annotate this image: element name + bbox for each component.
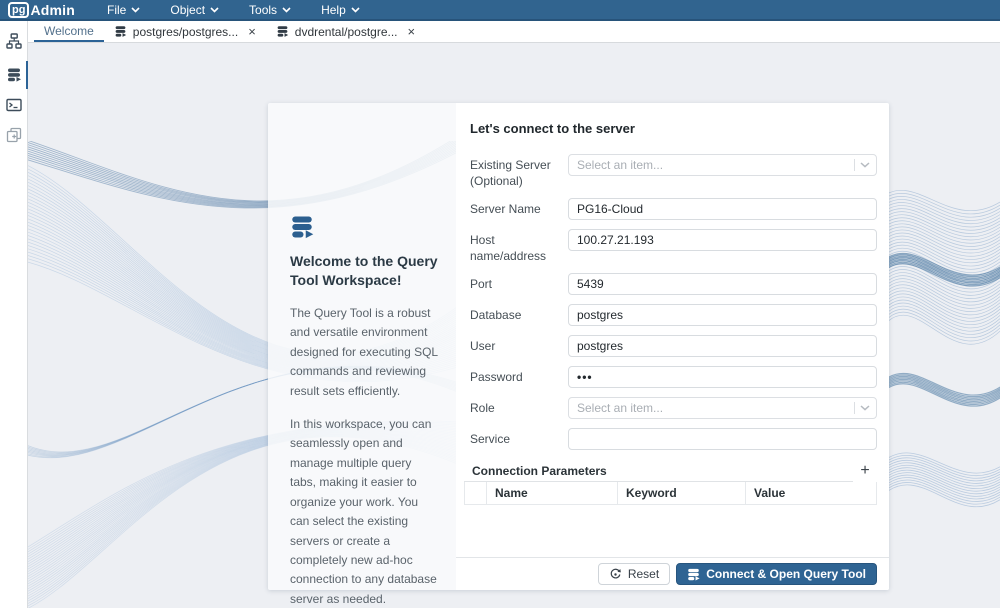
chevron-down-icon[interactable] <box>860 162 870 168</box>
menu-object-label: Object <box>170 2 206 17</box>
connection-card <box>268 103 889 606</box>
connection-parameters-table-header <box>464 482 877 505</box>
database-icon <box>114 25 127 38</box>
service-input[interactable] <box>568 428 877 450</box>
tab-bar <box>28 21 1000 43</box>
password-input[interactable] <box>568 366 877 388</box>
host-input[interactable] <box>568 229 877 251</box>
sidebar-item-object-explorer[interactable] <box>1 28 27 54</box>
server-name-label: Server Name <box>470 202 541 217</box>
form-heading: Let's connect to the server <box>470 121 635 136</box>
logo-pg-badge: pg <box>8 2 29 18</box>
field-row-existing-server <box>470 154 877 189</box>
host-label: Host name/address <box>470 233 547 263</box>
parameter-row-handle-column <box>465 482 487 504</box>
chevron-down-icon <box>282 7 291 13</box>
field-row-database <box>470 304 877 326</box>
reset-button[interactable] <box>598 563 670 585</box>
workspace-main <box>28 43 1000 608</box>
field-row-host <box>470 229 877 264</box>
service-label: Service <box>470 432 511 447</box>
object-explorer-icon <box>6 33 22 49</box>
close-icon[interactable]: × <box>248 24 256 39</box>
role-select[interactable] <box>568 397 877 419</box>
chevron-down-icon <box>351 7 360 13</box>
menu-tools[interactable] <box>249 3 291 17</box>
add-parameter-button[interactable]: + <box>860 462 870 480</box>
menu-tools-label: Tools <box>249 2 278 17</box>
welcome-paragraph-2: In this workspace, you can seamlessly open and manage multiple query tabs, making it easier to organize your work. You can select the existing servers or create a completely new ad-hoc connection to any database server as needed. <box>290 416 437 606</box>
connection-parameters-section <box>464 460 877 505</box>
decorative-waves-right <box>887 168 1000 608</box>
column-header-keyword: Keyword <box>618 482 746 504</box>
tab-dvdrental-postgres[interactable] <box>266 21 425 42</box>
select-placeholder: Select an item... <box>577 158 664 172</box>
logo-admin-text: Admin <box>30 1 76 18</box>
database-label: Database <box>470 308 522 323</box>
psql-terminal-icon <box>6 97 22 113</box>
sidebar-item-psql-workspace[interactable] <box>1 92 27 118</box>
column-header-value: Value <box>754 486 786 501</box>
database-input[interactable] <box>568 304 877 326</box>
active-workspace-indicator <box>26 61 28 89</box>
tab-welcome[interactable] <box>34 21 104 42</box>
tab-postgres-label: postgres/postgres... <box>132 24 239 39</box>
field-row-password <box>470 366 877 388</box>
select-placeholder: Select an item... <box>577 401 664 416</box>
tab-postgres-postgres[interactable] <box>104 21 266 42</box>
menu-file-label: File <box>107 2 127 17</box>
reset-button-label: Reset <box>627 567 660 581</box>
connection-parameters-title: Connection Parameters <box>464 460 853 482</box>
chevron-down-icon <box>210 7 219 13</box>
menu-object[interactable] <box>170 3 219 17</box>
schema-diff-icon <box>6 127 22 143</box>
field-row-port <box>470 273 877 295</box>
user-input[interactable] <box>568 335 877 357</box>
welcome-panel <box>268 103 456 606</box>
tab-welcome-label: Welcome <box>44 23 94 38</box>
field-row-server-name <box>470 198 877 220</box>
undo-circle-icon <box>609 568 622 581</box>
existing-server-label: Existing Server (Optional) <box>470 158 551 188</box>
role-label: Role <box>470 401 495 416</box>
port-input[interactable] <box>568 273 877 295</box>
password-label: Password <box>470 370 523 385</box>
query-tool-icon <box>6 67 22 83</box>
column-header-name: Name <box>487 482 618 504</box>
close-icon[interactable]: × <box>407 24 416 39</box>
welcome-heading: Welcome to the Query Tool Workspace! <box>290 253 438 288</box>
menu-file[interactable] <box>107 3 140 17</box>
workspace-sidebar <box>0 21 28 608</box>
form-footer <box>456 557 889 590</box>
query-tool-database-icon <box>290 215 314 239</box>
database-icon <box>276 25 289 38</box>
field-row-role <box>470 397 877 419</box>
welcome-paragraph-1: The Query Tool is a robust and versatile environment designed for executing SQL commands and reviewing result sets efficiently. <box>290 305 438 398</box>
sidebar-item-schema-diff-workspace[interactable] <box>1 122 27 148</box>
tab-dvdrental-label: dvdrental/postgre... <box>294 24 398 39</box>
chevron-down-icon[interactable] <box>860 405 870 411</box>
port-label: Port <box>470 277 493 292</box>
connect-button-label: Connect & Open Query Tool <box>706 567 866 581</box>
connection-parameters-header <box>464 460 877 482</box>
app-header <box>0 0 1000 21</box>
database-icon <box>687 568 700 581</box>
menu-help-label: Help <box>321 2 346 17</box>
field-row-user <box>470 335 877 357</box>
connect-open-query-tool-button[interactable] <box>676 563 877 585</box>
select-divider <box>854 402 855 414</box>
pgadmin-logo <box>8 2 75 18</box>
existing-server-select[interactable] <box>568 154 877 176</box>
connection-form-panel <box>456 103 889 590</box>
chevron-down-icon <box>131 7 140 13</box>
user-label: User <box>470 339 496 354</box>
field-row-service <box>470 428 877 450</box>
menu-bar <box>107 3 360 17</box>
server-name-input[interactable] <box>568 198 877 220</box>
sidebar-item-query-tool-workspace[interactable] <box>1 62 27 88</box>
select-divider <box>854 159 855 171</box>
menu-help[interactable] <box>321 3 360 17</box>
